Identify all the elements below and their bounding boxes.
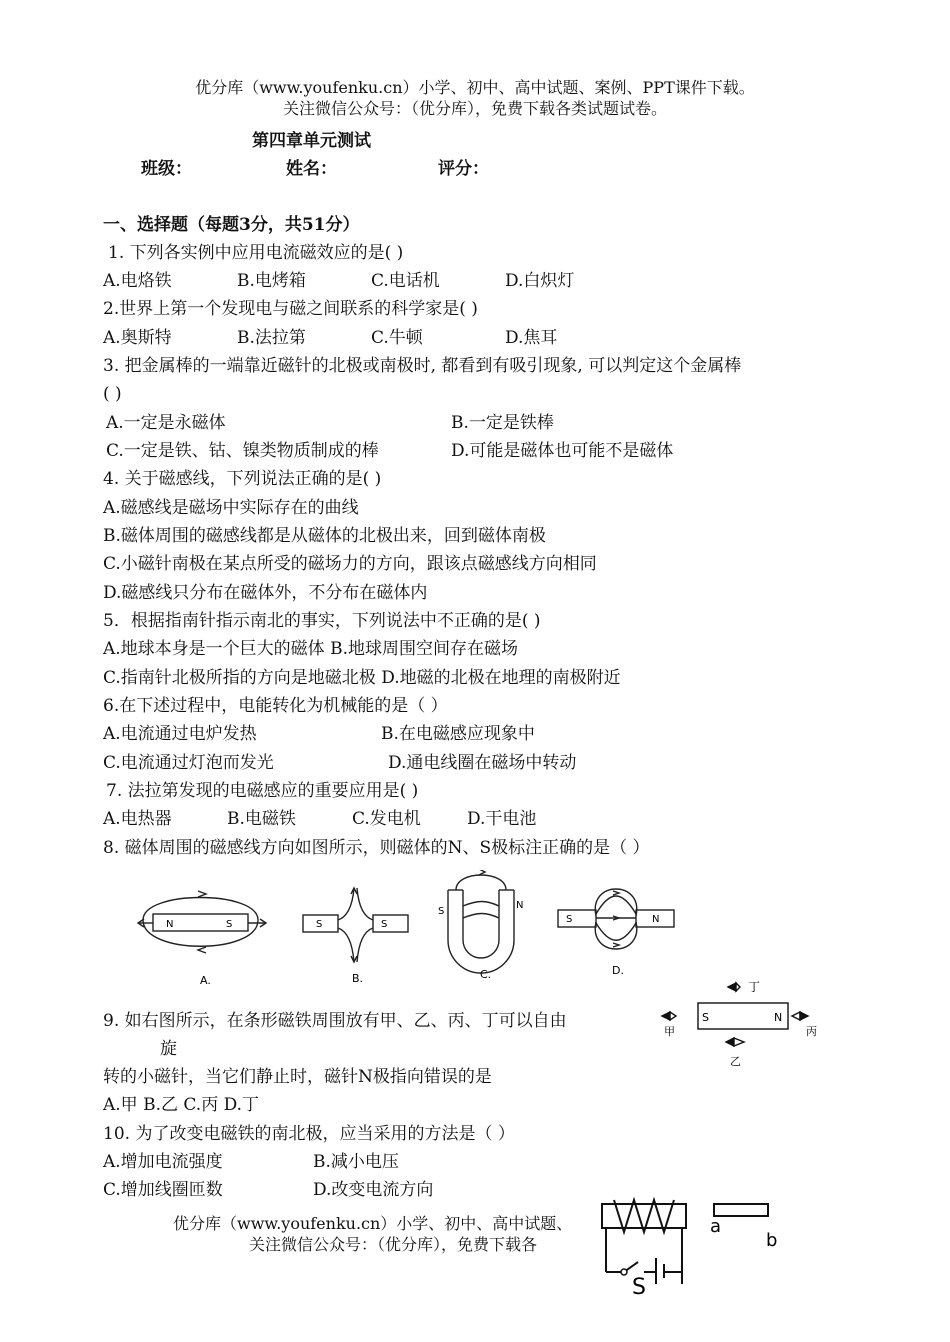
q9-ding-label: 丁 [748, 980, 761, 994]
q4-option-a: A.磁感线是磁场中实际存在的曲线 [103, 498, 359, 518]
q3-option-a: A.一定是永磁体 [106, 413, 226, 433]
header-line-1: 优分库（www.youfenku.cn）小学、初中、高中试题、案例、PPT课件下载。 [195, 78, 755, 97]
q9-s-label: S [702, 1011, 709, 1024]
q4-option-d: D.磁感线只分布在磁体外，不分布在磁体内 [103, 583, 428, 603]
q9-jia-label: 甲 [664, 1025, 675, 1038]
q1-stem: 1. 下列各实例中应用电流磁效应的是( ) [108, 243, 404, 263]
name-field: 姓名： [286, 159, 337, 179]
q8-figure-c [448, 870, 514, 973]
q10-option-b: B.减小电压 [313, 1152, 399, 1172]
q9-stem-line3: 转的小磁针，当它们静止时，磁针N极指向错误的是 [103, 1067, 492, 1087]
q8-c-n-label: N [516, 900, 524, 911]
header-line-2: 关注微信公众号：（优分库），免费下载各类试题试卷。 [282, 99, 667, 118]
q9-bar-magnet-figure [660, 975, 835, 1070]
q5-options-cd: C.指南针北极所指的方向是地磁北极 D.地磁的北极在地理的南极附近 [103, 668, 621, 688]
q6-option-c: C.电流通过灯泡而发光 [103, 753, 274, 773]
q3-option-d: D.可能是磁体也可能不是磁体 [451, 441, 674, 461]
score-field: 评分： [438, 159, 489, 179]
q7-stem: 7. 法拉第发现的电磁感应的重要应用是( ) [106, 781, 419, 801]
q2-option-a: A.奥斯特 [103, 328, 172, 348]
q6-option-d: D.通电线圈在磁场中转动 [388, 753, 577, 773]
q9-n-label: N [774, 1011, 783, 1024]
q8-b-s-right: S [381, 919, 388, 930]
q10-option-c: C.增加线圈匝数 [103, 1180, 223, 1200]
q10-electromagnet-figure [596, 1188, 796, 1304]
q4-stem: 4. 关于磁感线，下列说法正确的是( ) [103, 469, 382, 489]
q9-options: A.甲 B.乙 C.丙 D.丁 [103, 1095, 260, 1115]
q8-b-s-left: S [316, 919, 323, 930]
q1-option-c: C.电话机 [371, 271, 440, 291]
q10-option-d: D.改变电流方向 [313, 1180, 434, 1200]
q1-option-a: A.电烙铁 [103, 271, 172, 291]
q8-magnet-figure [118, 870, 678, 992]
q10-option-a: A.增加电流强度 [103, 1152, 223, 1172]
q8-label-d: D. [612, 964, 624, 977]
q4-option-c: C.小磁针南极在某点所受的磁场力的方向，跟该点磁感线方向相同 [103, 554, 597, 574]
q2-option-d: D.焦耳 [505, 328, 558, 348]
q10-a-label: a [710, 1216, 722, 1237]
page-title: 第四章单元测试 [252, 131, 371, 151]
footer-line-2: 关注微信公众号：（优分库），免费下载各 [249, 1235, 538, 1254]
q5-stem: 5．根据指南针指示南北的事实，下列说法中不正确的是( ) [103, 611, 541, 631]
q2-stem: 2.世界上第一个发现电与磁之间联系的科学家是( ) [103, 299, 478, 319]
q7-option-c: C.发电机 [352, 809, 421, 829]
q8-a-n-label: N [166, 919, 174, 930]
q8-label-c: C. [480, 968, 492, 981]
q8-label-b: B. [352, 972, 364, 985]
q6-stem: 6.在下述过程中，电能转化为机械能的是（ ） [103, 696, 448, 716]
q9-yi-label: 乙 [730, 1055, 741, 1068]
q3-option-b: B.一定是铁棒 [451, 413, 554, 433]
q8-stem: 8. 磁体周围的磁感线方向如图所示，则磁体的N、S极标注正确的是（ ） [103, 838, 650, 858]
q7-option-a: A.电热器 [103, 809, 172, 829]
q3-option-c: C.一定是铁、钴、镍类物质制成的棒 [106, 441, 379, 461]
q6-option-b: B.在电磁感应现象中 [381, 724, 535, 744]
q5-options-ab: A.地球本身是一个巨大的磁体 B.地球周围空间存在磁场 [103, 639, 518, 659]
q9-stem: 9. 如右图所示，在条形磁铁周围放有甲、乙、丙、丁可以自由 [103, 1011, 567, 1031]
q7-option-d: D.干电池 [467, 809, 537, 829]
section-heading: 一、选择题（每题3分，共51分） [103, 215, 360, 235]
q10-b-label: b [766, 1230, 778, 1251]
class-field: 班级： [141, 159, 192, 179]
q2-option-c: C.牛顿 [371, 328, 423, 348]
q10-switch-label: S [632, 1275, 646, 1300]
q4-option-b: B.磁体周围的磁感线都是从磁体的北极出来，回到磁体南极 [103, 526, 546, 546]
q7-option-b: B.电磁铁 [227, 809, 296, 829]
q3-stem-cont: ( ) [103, 384, 122, 404]
q8-d-n-label: N [652, 914, 660, 925]
q9-stem-cont: 旋 [160, 1039, 177, 1059]
q8-a-s-label: S [226, 919, 233, 930]
q9-bing-label: 丙 [806, 1025, 817, 1038]
q3-stem: 3. 把金属棒的一端靠近磁针的北极或南极时, 都看到有吸引现象, 可以判定这个金属棒 [103, 356, 742, 376]
q6-option-a: A.电流通过电炉发热 [103, 724, 257, 744]
q8-d-s-label: S [566, 914, 573, 925]
q8-figure-a [138, 891, 266, 953]
q8-label-a: A. [200, 974, 211, 987]
q10-stem: 10. 为了改变电磁铁的南北极，应当采用的方法是（ ） [103, 1124, 515, 1144]
q1-option-d: D.白炽灯 [505, 271, 575, 291]
q2-option-b: B.法拉第 [237, 328, 306, 348]
footer-line-1: 优分库（www.youfenku.cn）小学、初中、高中试题、 [173, 1214, 573, 1233]
q8-c-s-label: S [438, 906, 445, 917]
q1-option-b: B.电烤箱 [237, 271, 306, 291]
